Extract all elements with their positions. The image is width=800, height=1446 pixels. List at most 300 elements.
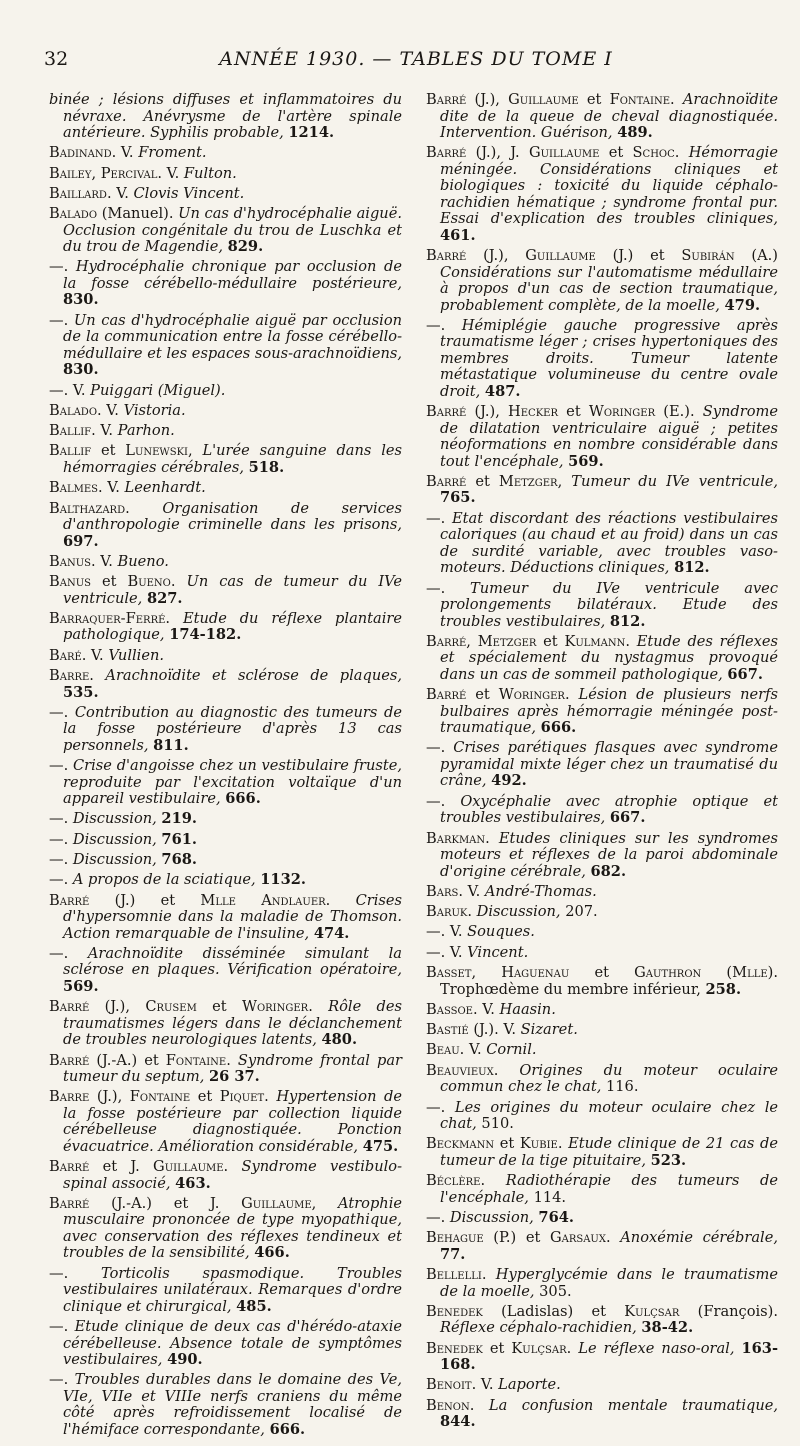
entry-segment: L'urée sanguine dans les hémorragies cérébrales, xyxy=(63,442,403,476)
entry-segment: et xyxy=(190,1088,220,1106)
entry-segment: Crusem xyxy=(145,998,197,1016)
index-entry xyxy=(426,92,778,142)
entry-segment: V. xyxy=(101,401,124,419)
entry-segment: Crise d'angoisse chez un vestibulaire fruste, reproduite par l'excitation voltaïque d'un appareil vestibulaire, xyxy=(63,757,402,808)
entry-segment: —. xyxy=(49,810,73,828)
entry-segment: Crises parétiques flasques avec syndrome pyramidal mixte léger chez un traumatisé du crâne, xyxy=(440,739,779,790)
entry-segment: 475. xyxy=(362,1137,399,1155)
entry-segment: Bellelli. xyxy=(426,1266,487,1284)
entry-segment xyxy=(170,610,183,627)
entry-segment: (J.), xyxy=(466,247,526,265)
entry-segment: Hémorragie méningée. Considérations cliniques et biologiques : toxicité du liquide céphalo-rachidien hématique ; syndrome frontal pur. Essai d'explication des troubles cliniques, xyxy=(440,144,778,228)
index-entry xyxy=(426,1022,778,1039)
index-entry xyxy=(426,831,778,881)
entry-segment: 827. xyxy=(146,589,183,607)
entry-segment: Kulçsar. xyxy=(511,1339,572,1357)
index-entry xyxy=(426,904,778,921)
entry-segment: Ballif. xyxy=(49,422,96,440)
index-entry xyxy=(426,1100,778,1133)
entry-segment xyxy=(231,1052,238,1069)
entry-segment: A propos de la sciatique, xyxy=(72,871,261,889)
entry-segment: Barré xyxy=(49,891,90,909)
index-entry xyxy=(49,259,402,309)
entry-segment: Sizaret. xyxy=(520,1021,578,1039)
entry-segment xyxy=(193,442,203,459)
entry-segment: 666. xyxy=(225,790,261,808)
entry-segment: Radiothérapie des tumeurs de l'encéphale, xyxy=(440,1172,778,1206)
entry-segment: Woringer. xyxy=(498,686,570,704)
index-entry xyxy=(49,92,402,142)
index-entry xyxy=(426,474,778,507)
entry-segment: —. xyxy=(426,1098,455,1116)
entry-segment: Barré xyxy=(426,144,467,162)
entry-segment: Beauvieux. xyxy=(426,1061,499,1079)
entry-segment: 510. xyxy=(481,1115,514,1133)
entry-segment: —. V. xyxy=(426,943,468,961)
entry-segment: Badinand. xyxy=(49,144,117,162)
entry-segment: Bastié xyxy=(426,1021,469,1039)
entry-segment: Beau. xyxy=(426,1041,465,1059)
entry-segment: Kulmann. xyxy=(564,632,631,650)
entry-segment: 1214. xyxy=(288,124,335,141)
entry-segment: 518. xyxy=(248,458,285,476)
index-entry xyxy=(426,924,778,941)
index-entry xyxy=(49,501,402,551)
entry-segment: Clovis Vincent. xyxy=(133,184,245,202)
entry-segment: —. xyxy=(426,739,454,757)
entry-segment: et xyxy=(558,403,589,421)
entry-segment: 812. xyxy=(609,612,646,630)
entry-segment: Barraquer-Ferré. xyxy=(49,609,171,627)
entry-segment: Balthazard. xyxy=(49,499,130,517)
entry-segment: Etude des réflexes et spécialement du nystagmus provoqué dans un cas de sommeil pathologique, xyxy=(440,632,779,683)
index-entry xyxy=(426,145,778,244)
entry-segment: Cornil. xyxy=(486,1041,537,1059)
entry-segment: 26 37. xyxy=(208,1068,260,1086)
entry-segment: —. xyxy=(49,1371,75,1389)
entry-segment: Guillaume xyxy=(508,91,579,108)
entry-segment: Vincent. xyxy=(467,943,529,961)
entry-segment: (J.), xyxy=(466,91,509,108)
entry-segment: 682. xyxy=(590,862,627,880)
entry-segment xyxy=(679,144,688,161)
index-entry xyxy=(49,668,402,701)
entry-segment: 207. xyxy=(565,903,598,921)
index-entry xyxy=(49,811,402,828)
index-entry xyxy=(49,852,402,869)
entry-segment: Fontaine. xyxy=(165,1051,231,1069)
entry-segment: et xyxy=(466,472,499,490)
entry-segment: V. xyxy=(102,479,125,497)
index-column-left xyxy=(49,92,402,1442)
index-entry xyxy=(426,634,778,684)
index-entry xyxy=(49,705,402,755)
entry-segment: Hecker xyxy=(508,403,559,421)
entry-segment: Tumeur du IVe ventricule avec prolongements bilatéraux. Etude des troubles vestibulaires, xyxy=(440,579,778,630)
entry-segment: binée ; lésions diffuses et inflammatoires du névraxe. Anévrysme de l'artère spinale antérieure. Syphilis probable, xyxy=(49,91,402,141)
entry-segment: et xyxy=(494,1135,520,1153)
index-entry xyxy=(49,443,402,476)
index-entry xyxy=(49,480,402,497)
entry-segment: 765. xyxy=(440,489,476,507)
entry-segment: Benoit. xyxy=(426,1376,477,1394)
entry-segment: Les origines du moteur oculaire chez le chat, xyxy=(440,1098,778,1133)
entry-segment: Kulçsar xyxy=(624,1302,680,1320)
entry-segment: Vistoria. xyxy=(123,401,186,419)
entry-segment: Réflexe céphalo-rachidien, xyxy=(440,1319,642,1337)
entry-segment: —. xyxy=(49,1264,102,1282)
entry-segment: (Ladislas) et xyxy=(482,1302,625,1320)
entry-segment: Vullien. xyxy=(108,646,165,664)
entry-segment: Bars. xyxy=(426,882,463,900)
entry-segment: 163-168. xyxy=(440,1339,779,1374)
entry-segment: 174-182. xyxy=(169,626,242,644)
entry-segment: Kubie. xyxy=(519,1135,563,1153)
entry-segment xyxy=(675,91,683,108)
entry-segment: —. xyxy=(49,944,88,962)
index-entry xyxy=(426,248,778,314)
entry-segment: —. xyxy=(426,316,462,334)
entry-segment: Hyperglycémie dans le traumatisme de la moelle, xyxy=(440,1266,778,1300)
index-entry xyxy=(426,318,778,401)
entry-segment xyxy=(471,633,478,650)
entry-segment: V. xyxy=(464,1041,487,1059)
entry-segment: Barré xyxy=(426,247,467,265)
entry-segment: V. xyxy=(462,882,485,900)
entry-segment: Hémiplégie gauche progressive après traumatisme léger ; crises hypertoniques des membres droits. Tumeur latente métastatique volumineuse du centre ovale droit, xyxy=(440,316,778,400)
entry-segment: 844. xyxy=(440,1413,476,1431)
entry-segment xyxy=(228,1158,241,1175)
index-entry xyxy=(426,404,778,470)
index-entry xyxy=(426,1377,778,1394)
entry-segment: (J.), xyxy=(466,403,509,421)
entry-segment: et xyxy=(90,573,128,591)
entry-segment: Woringer xyxy=(588,403,656,421)
index-entry xyxy=(49,1159,402,1192)
entry-segment: Barré xyxy=(426,91,467,108)
entry-segment: Discussion, xyxy=(72,810,162,828)
index-entry xyxy=(49,313,402,379)
entry-segment: —. xyxy=(49,757,73,775)
entry-segment: Arachnoïdite disséminée simulant la sclérose en plaques. Vérification opératoire, xyxy=(63,944,403,979)
entry-segment: Barkman. xyxy=(426,829,490,847)
entry-segment: Parhon. xyxy=(117,422,175,440)
entry-segment: Origines du moteur oculaire commun chez le chat, xyxy=(440,1061,779,1096)
index-entry xyxy=(49,423,402,440)
entry-segment xyxy=(474,1397,489,1414)
entry-segment: 485. xyxy=(236,1297,272,1315)
entry-segment: Atrophie musculaire prononcée de type myopathique, avec conservation des réflexes tendineux et troubles de la sensibilité, xyxy=(63,1194,403,1262)
entry-segment: Laporte. xyxy=(498,1376,561,1394)
index-entry xyxy=(49,403,402,420)
entry-segment: et xyxy=(466,686,499,704)
index-entry xyxy=(49,1266,402,1316)
entry-segment: (M xyxy=(701,964,748,982)
index-entry xyxy=(426,1042,778,1059)
entry-segment: 761. xyxy=(161,830,197,848)
running-title: ANNÉE 1930. — TABLES DU TOME I xyxy=(219,48,613,70)
entry-segment: et xyxy=(569,964,635,982)
entry-segment: La confusion mentale traumatique, xyxy=(488,1396,778,1414)
index-column-right xyxy=(426,92,778,1435)
index-entry xyxy=(426,794,778,827)
entry-segment xyxy=(316,1195,338,1212)
entry-segment: Gauthron xyxy=(634,964,702,982)
entry-segment: Discussion, xyxy=(72,830,162,848)
entry-segment: Un cas d'hydrocéphalie aiguë. Occlusion congénitale du trou de Luschka et du trou de Magendie, xyxy=(63,205,402,256)
index-entry xyxy=(49,648,402,665)
entry-segment: Béclère. xyxy=(426,1172,486,1190)
index-entry xyxy=(49,872,402,889)
index-entry xyxy=(426,1210,778,1227)
entry-segment: 535. xyxy=(63,683,99,701)
entry-segment: Barré xyxy=(49,1158,90,1176)
entry-segment: 480. xyxy=(321,1031,358,1049)
index-entry xyxy=(49,758,402,808)
entry-segment xyxy=(490,830,499,847)
index-entry xyxy=(49,1053,402,1086)
index-entry xyxy=(49,1372,402,1438)
entry-segment: Barré xyxy=(426,686,467,704)
entry-segment: —. V. xyxy=(426,923,468,941)
entry-segment: 116. xyxy=(605,1078,639,1096)
entry-segment: Baruk. xyxy=(426,903,473,921)
entry-segment: Fontaine. xyxy=(609,91,675,108)
entry-segment: (J.), xyxy=(89,1088,130,1106)
entry-segment: Discussion, xyxy=(449,1208,539,1226)
entry-segment: 479. xyxy=(724,296,761,314)
entry-segment: V. xyxy=(162,164,184,182)
entry-segment: —. xyxy=(49,258,76,276)
index-entry xyxy=(49,946,402,996)
entry-segment: Etude clinique de 21 cas de tumeur de la tige pituitaire, xyxy=(440,1135,779,1169)
entry-segment: Discussion, xyxy=(72,851,162,869)
entry-segment: Contribution au diagnostic des tumeurs de la fosse postérieure d'après 13 cas personnels, xyxy=(63,703,403,754)
entry-segment: Barre xyxy=(49,1088,90,1106)
entry-segment: (A.) xyxy=(734,247,778,265)
entry-segment xyxy=(94,667,105,684)
entry-segment: Beckmann xyxy=(426,1135,495,1153)
index-entry xyxy=(49,893,402,943)
entry-segment xyxy=(486,1266,495,1283)
entry-segment: 569. xyxy=(568,452,604,470)
entry-segment: Souques. xyxy=(467,923,535,941)
entry-segment: (P.) et xyxy=(483,1229,550,1247)
entry-segment: Balado xyxy=(49,205,98,223)
entry-segment: 666. xyxy=(540,719,577,737)
entry-segment: 811. xyxy=(153,736,189,754)
entry-segment: Barre. xyxy=(49,667,94,685)
entry-segment: Rôle des traumatismes légers dans le déclanchement de troubles neurologiques latents, xyxy=(63,998,403,1049)
entry-segment: —. xyxy=(426,509,453,527)
entry-segment: Metzger, xyxy=(498,472,563,490)
index-entry xyxy=(426,1002,778,1019)
entry-segment xyxy=(562,473,571,490)
entry-segment: V. xyxy=(95,552,118,570)
entry-segment: 258. xyxy=(705,980,742,998)
entry-segment: 466. xyxy=(254,1244,290,1262)
index-entry xyxy=(426,1063,778,1096)
entry-segment: 667. xyxy=(609,809,646,827)
entry-segment: 697. xyxy=(63,532,99,550)
index-entry xyxy=(426,1341,778,1374)
entry-segment xyxy=(485,1172,506,1189)
entry-segment: 463. xyxy=(175,1174,211,1192)
entry-segment: Torticolis spasmodique. Troubles vestibulaires unilatéraux. Remarques d'ordre clinique et chirurgical, xyxy=(63,1264,402,1315)
entry-segment: 492. xyxy=(491,772,527,790)
index-entry xyxy=(49,1196,402,1262)
entry-segment: et xyxy=(196,998,242,1016)
index-entry xyxy=(426,945,778,962)
entry-segment: Syndrome frontal par tumeur du septum, xyxy=(63,1051,402,1086)
entry-segment: V. xyxy=(477,1000,500,1018)
entry-segment: Oxycéphalie avec atrophie optique et troubles vestibulaires, xyxy=(440,792,779,827)
index-entry xyxy=(49,1089,402,1155)
entry-segment: 38-42. xyxy=(641,1319,694,1337)
entry-segment: (J.), xyxy=(89,998,146,1016)
entry-segment: Anoxémie cérébrale, xyxy=(620,1229,778,1247)
entry-segment: —. xyxy=(49,1318,75,1335)
entry-segment: Etat discordant des réactions vestibulaires caloriques (au chaud et au froid) dans un cas de surdité variable, avec troubles vaso-moteurs. Déductions cliniques, xyxy=(440,509,778,577)
entry-segment: 1132. xyxy=(260,871,306,889)
entry-segment: —. xyxy=(49,311,74,329)
index-entry xyxy=(426,965,778,998)
entry-segment: Behague xyxy=(426,1229,484,1247)
entry-segment: —. xyxy=(49,703,75,721)
page-header xyxy=(44,48,788,74)
entry-segment: Leenhardt. xyxy=(124,479,206,497)
index-entry xyxy=(49,1319,402,1369)
entry-segment: —. xyxy=(49,871,73,889)
entry-segment: —. V. xyxy=(49,381,91,399)
entry-segment: Bueno. xyxy=(127,573,176,591)
entry-segment: Bassoe. xyxy=(426,1000,478,1018)
entry-segment: Banus xyxy=(49,573,91,591)
entry-segment: Etude du réflexe plantaire pathologique, xyxy=(63,609,403,644)
entry-segment: Basset, Haguenau xyxy=(426,964,570,982)
entry-segment: 812. xyxy=(674,559,710,577)
entry-segment: 764. xyxy=(538,1208,574,1226)
entry-segment: Syndrome vestibulo-spinal associé, xyxy=(63,1158,403,1192)
entry-segment xyxy=(630,633,637,650)
entry-segment: V. xyxy=(86,646,109,664)
entry-segment: Metzger xyxy=(477,632,537,650)
entry-segment: (J.), J. xyxy=(466,144,529,162)
index-entry xyxy=(49,832,402,849)
entry-segment: ). Trophœdème du membre inférieur, xyxy=(440,964,778,998)
entry-segment: Crises d'hypersomnie dans la maladie de Thomson. Action remarquable de l'insuline, xyxy=(63,891,403,942)
index-entry xyxy=(426,1267,778,1300)
index-entry xyxy=(426,1136,778,1169)
entry-segment: (J.) et M xyxy=(89,891,216,909)
entry-segment: (François). xyxy=(679,1302,778,1320)
entry-segment: 523. xyxy=(650,1151,687,1169)
entry-segment: (J.-A.) et xyxy=(89,1051,166,1069)
index-entry xyxy=(426,1173,778,1206)
entry-segment: Benedek xyxy=(426,1339,483,1357)
entry-segment: Fulton. xyxy=(183,164,237,182)
entry-segment: Garsaux. xyxy=(549,1229,611,1247)
index-entry xyxy=(49,383,402,400)
entry-segment: V. xyxy=(116,144,139,162)
entry-segment: Troubles durables dans le domaine des Ve, VIe, VIIe et VIIIe nerfs craniens du même côté après refroidissement localisé de l'hémiface correspondante, xyxy=(63,1371,402,1438)
entry-segment: 305. xyxy=(539,1282,572,1300)
entry-segment: Baré. xyxy=(49,646,87,664)
entry-segment: et xyxy=(536,632,565,650)
entry-segment: Bailey, Percival. xyxy=(49,164,163,182)
entry-segment: Barré xyxy=(426,472,467,490)
entry-segment: —. xyxy=(49,851,73,869)
entry-segment: 829. xyxy=(227,238,264,256)
entry-segment: Considérations sur l'automatisme médullaire à propos d'un cas de section traumatique, probablement complète, de la moelle, xyxy=(440,263,778,314)
entry-segment: Ballif xyxy=(49,442,92,460)
entry-segment: Etudes cliniques sur les syndromes moteurs et réflexes de la paroi abdominale d'origine cérébrale, xyxy=(440,829,778,880)
entry-segment: lle xyxy=(747,964,768,982)
entry-segment: Banus. xyxy=(49,552,96,570)
entry-segment: Benon. xyxy=(426,1396,475,1414)
index-entry xyxy=(426,581,778,631)
entry-segment: (J.) et xyxy=(595,247,682,265)
entry-segment: 830. xyxy=(63,291,99,309)
entry-segment: 666. xyxy=(269,1420,306,1438)
entry-segment: V. xyxy=(476,1376,499,1394)
index-entry xyxy=(426,1230,778,1263)
entry-segment xyxy=(313,998,328,1015)
entry-segment: Guillaume xyxy=(525,247,596,265)
entry-segment: 219. xyxy=(161,810,197,828)
entry-segment: Hydrocéphalie chronique par occlusion de la fosse cérébello-médullaire postérieure, xyxy=(63,258,403,292)
entry-segment xyxy=(498,1062,519,1079)
entry-segment: (E.). xyxy=(655,403,703,421)
index-entry xyxy=(426,687,778,737)
entry-segment: et xyxy=(599,144,633,162)
entry-segment: Arachnoïdite et sclérose de plaques, xyxy=(105,667,402,685)
entry-segment: Barré xyxy=(49,1051,90,1069)
entry-segment: Barré xyxy=(49,1194,90,1212)
entry-segment: Organisation de services d'anthropologie criminelle dans les prisons, xyxy=(63,499,403,534)
entry-segment: Piquet. xyxy=(219,1088,269,1106)
entry-segment: 489. xyxy=(617,124,653,141)
entry-segment: Baillard. xyxy=(49,184,112,202)
index-entry xyxy=(426,511,778,577)
index-entry xyxy=(49,145,402,162)
entry-segment: 667. xyxy=(727,665,763,683)
entry-segment: 830. xyxy=(63,361,99,379)
entry-segment: 490. xyxy=(167,1351,203,1368)
entry-segment: Subirán xyxy=(681,247,735,265)
entry-segment: 77. xyxy=(440,1245,466,1263)
entry-segment: et xyxy=(482,1339,512,1357)
entry-segment: lle xyxy=(215,891,236,909)
entry-segment: Fontaine xyxy=(129,1088,191,1106)
index-entry xyxy=(426,1398,778,1431)
entry-segment xyxy=(130,500,163,517)
entry-segment: (J.-A.) et J. xyxy=(89,1194,242,1212)
entry-segment xyxy=(570,686,579,703)
index-entry xyxy=(49,206,402,256)
entry-segment: —. xyxy=(426,579,471,597)
entry-segment: Etude clinique de deux cas d'hérédo-ataxie cérébelleuse. Absence totale de symptômes vestibulaires, xyxy=(63,1318,403,1368)
entry-segment: 569. xyxy=(63,977,99,995)
entry-segment: et xyxy=(578,91,610,108)
entry-segment: et xyxy=(91,442,126,460)
entry-segment: Guillaume. xyxy=(153,1158,229,1176)
entry-segment xyxy=(611,1229,621,1246)
entry-segment: Lésion de plusieurs nerfs bulbaires après hémorragie méningée post-traumatique, xyxy=(440,686,778,737)
entry-segment: Schoc. xyxy=(632,144,680,162)
entry-segment: Un cas d'hydrocéphalie aiguë par occlusion de la communication entre la fosse cérébello-médullaire et les espaces sous-arachnoïdiens, xyxy=(63,311,403,362)
entry-segment: André-Thomas. xyxy=(484,882,597,900)
